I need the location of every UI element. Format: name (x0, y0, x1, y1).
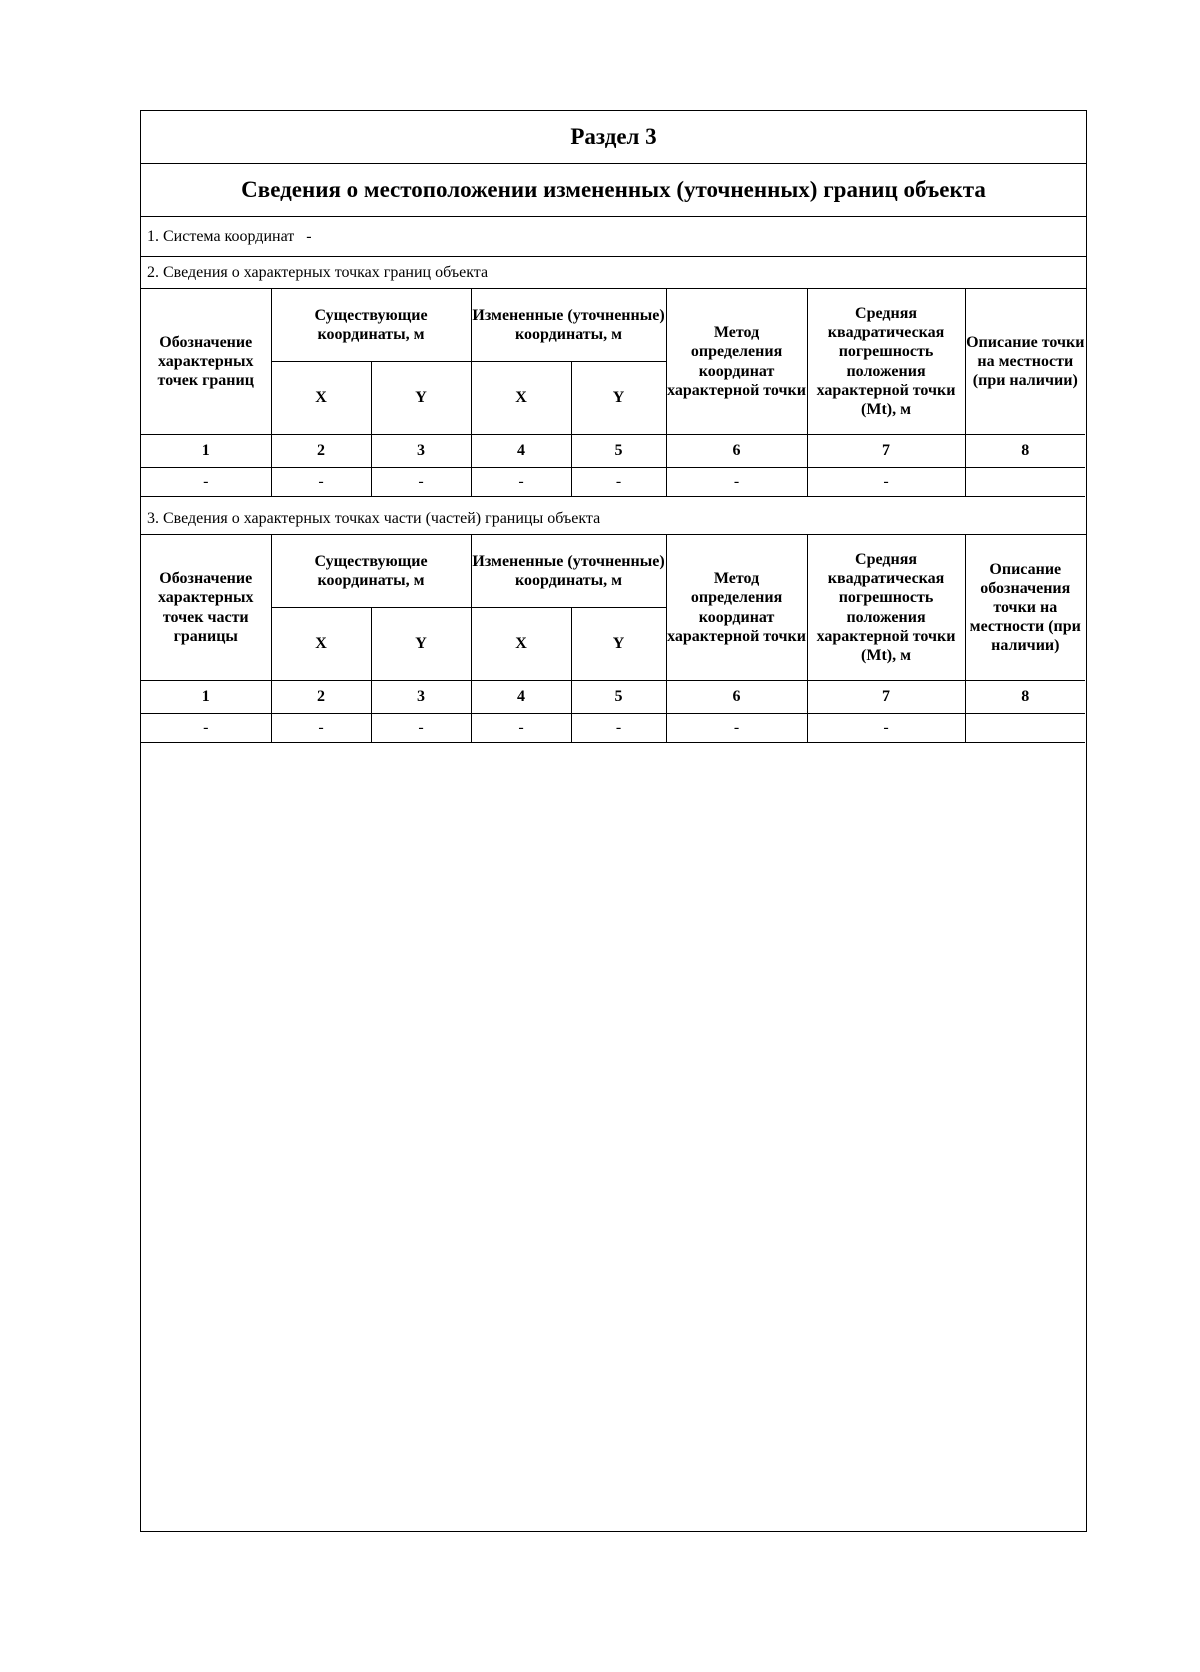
header-x-existing: X (271, 362, 371, 435)
section-subtitle: Сведения о местоположении измененных (уточненных) границ объекта (141, 164, 1086, 217)
table-cell: - (141, 714, 271, 743)
table-cell: - (807, 468, 965, 497)
column-number: 8 (965, 435, 1085, 468)
column-number: 2 (271, 681, 371, 714)
table-cell: - (666, 468, 807, 497)
header-description: Описание обозначения точки на местности (при наличии) (965, 535, 1085, 681)
table-cell (965, 714, 1085, 743)
column-number: 5 (571, 435, 666, 468)
table-cell: - (371, 714, 471, 743)
block3-title: 3. Сведения о характерных точках части (частей) границы объекта (141, 503, 1086, 535)
table-cell: - (471, 714, 571, 743)
header-method: Метод определения координат характерной точки (666, 535, 807, 681)
table-cell: - (271, 714, 371, 743)
table-cell (965, 468, 1085, 497)
column-numbers-row (141, 681, 1085, 714)
header-y-existing: Y (371, 608, 471, 681)
column-number: 2 (271, 435, 371, 468)
column-number: 3 (371, 681, 471, 714)
column-number: 6 (666, 435, 807, 468)
header-x-changed: X (471, 362, 571, 435)
column-number: 7 (807, 435, 965, 468)
table-cell: - (807, 714, 965, 743)
column-number: 5 (571, 681, 666, 714)
column-number: 4 (471, 681, 571, 714)
header-description: Описание точки на местности (при наличии) (965, 289, 1085, 435)
table-cell: - (271, 468, 371, 497)
header-changed-coords: Измененные (уточненные) координаты, м (471, 535, 666, 608)
header-y-changed: Y (571, 362, 666, 435)
table-cell: - (666, 714, 807, 743)
header-y-existing: Y (371, 362, 471, 435)
table-cell: - (571, 714, 666, 743)
header-error: Средняя квадратическая погрешность положения характерной точки (Mt), м (807, 535, 965, 681)
header-point-designation: Обозначение характерных точек границ (141, 289, 271, 435)
column-number: 4 (471, 435, 571, 468)
column-number: 6 (666, 681, 807, 714)
column-number: 1 (141, 681, 271, 714)
table-cell: - (571, 468, 666, 497)
column-number: 1 (141, 435, 271, 468)
header-method: Метод определения координат характерной точки (666, 289, 807, 435)
header-point-designation: Обозначение характерных точек части границы (141, 535, 271, 681)
header-x-changed: X (471, 608, 571, 681)
table-row (141, 714, 1085, 743)
column-number: 8 (965, 681, 1085, 714)
section-title: Раздел 3 (141, 111, 1086, 164)
block2-title: 2. Сведения о характерных точках границ объекта (141, 257, 1086, 289)
column-number: 3 (371, 435, 471, 468)
coord-system-value: - (306, 227, 312, 245)
table-cell: - (471, 468, 571, 497)
coord-system-line (141, 217, 1086, 257)
table-cell: - (371, 468, 471, 497)
document-frame (140, 110, 1087, 1532)
coord-system-label: 1. Система координат (147, 227, 295, 245)
table-cell: - (141, 468, 271, 497)
boundary-points-table (141, 289, 1085, 497)
header-y-changed: Y (571, 608, 666, 681)
column-numbers-row (141, 435, 1085, 468)
header-changed-coords: Измененные (уточненные) координаты, м (471, 289, 666, 362)
header-x-existing: X (271, 608, 371, 681)
header-existing-coords: Существующие координаты, м (271, 289, 471, 362)
part-boundary-points-table (141, 535, 1085, 743)
column-number: 7 (807, 681, 965, 714)
table-row (141, 468, 1085, 497)
header-existing-coords: Существующие координаты, м (271, 535, 471, 608)
header-error: Средняя квадратическая погрешность положения характерной точки (Mt), м (807, 289, 965, 435)
